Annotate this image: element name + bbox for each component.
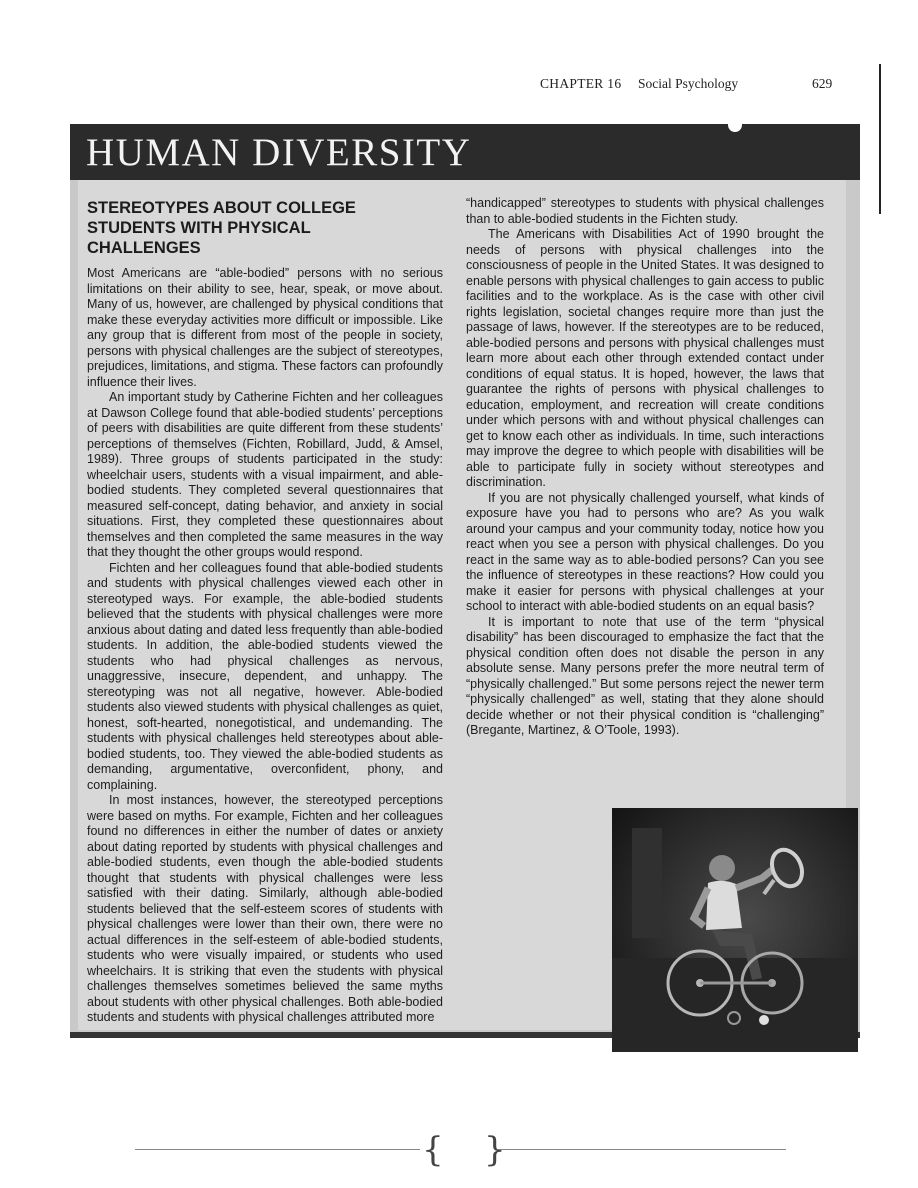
section-title: Social Psychology	[638, 76, 739, 91]
paragraph: If you are not physically challenged yourself, what kinds of exposure have you had to persons who are? As you walk around your campus and your community today, notice how you react when you see a person with physical challenges. Do you react in the same way as to able-bodied persons? Can you see the influence of stereotypes in these reactions? How could you make it easier for persons with physical challenges at your school to interact with able-bodied students on an equal basis?	[466, 490, 824, 613]
paragraph: Fichten and her colleagues found that able-bodied students and students with physical challenges viewed each other in stereotyped ways. For example, the able-bodied students believed that the students with physical challenges were more anxious about dating and dated less frequently than able-bodied students. In addition, the able-bodied students viewed the students who had physical challenges as nervous, unaggressive, insecure, dependent, and unhappy. The stereotyping was not all negative, however. Able-bodied students also viewed students with physical challenges as quiet, honest, soft-hearted, nonegotistical, and undemanding. The students with physical challenges held stereotypes about able-bodied students, too. They viewed the able-bodied students as demanding, argumentative, overconfident, phony, and complaining.	[87, 560, 443, 792]
page-edge-rule	[879, 64, 881, 214]
page-number: 629	[812, 76, 833, 91]
left-column	[87, 198, 443, 1026]
photo-illustration	[612, 808, 858, 1052]
paragraph: The Americans with Disabilities Act of 1990 brought the needs of persons with physical challenges into the consciousness of people in the United States. It was designed to enable persons with physical challenges to gain access to public facilities and to the workplace. As is the case with other civil rights legislation, societal changes require more than just the passage of laws, however. If the stereotypes are to be reduced, able-bodied persons and persons with physical challenges must learn more about each other through extended contact under conditions of equal status. It is hoped, however, the laws that guarantee the rights of persons with physical challenges to education, employment, and recreation will create conditions under which persons with and without physical challenges can get to know each other as individuals. In time, such interactions may improve the degree to which people with disabilities will be able to participate fully in society without stereotypes and discrimination.	[466, 227, 824, 489]
footer-right-brace: }	[484, 1130, 506, 1170]
banner-notch	[728, 124, 742, 132]
banner	[70, 124, 860, 180]
footer-rule	[498, 1149, 786, 1150]
banner-title: HUMAN DIVERSITY	[86, 131, 472, 174]
paragraph: An important study by Catherine Fichten and her colleagues at Dawson College found that able-bodied students’ perceptions of peers with disabilities are quite different from these students’ perceptions of themselves (Fichten, Robillard, Judd, & Amsel, 1989). Three groups of students participated in the study: wheelchair users, students with a visual impairment, and able-bodied students. They completed several questionnaires that measured self-concept, dating behavior, and anxiety in social situations. First, they completed these questionnaires about themselves and then completed the same measures in the way that they thought the other groups would respond.	[87, 390, 443, 559]
paragraph: It is important to note that use of the term “physical disability” has been discouraged to emphasize the fact that the physical condition often does not disable the person in any absolute sense. Many persons prefer the more neutral term of “physically challenged.” But some persons reject the newer term “physically challenged” as well, stating that they alone should decide whether or not their physical condition is “challenging” (Bregante, Martinez, & O’Toole, 1993).	[466, 614, 824, 737]
chapter-label: CHAPTER 16	[540, 76, 622, 91]
footer-rule	[135, 1149, 420, 1150]
paragraph: Most Americans are “able-bodied” persons with no serious limitations on their ability to see, hear, speak, or move about. Many of us, however, are challenged by physical conditions that make these everyday activities more difficult or impossible. Like any group that is different from most of the people in society, persons with physical challenges are the subject of stereotypes, prejudices, limitations, and stigma. These factors can profoundly influence their lives.	[87, 266, 443, 389]
article-heading: STEREOTYPES ABOUT COLLEGE STUDENTS WITH PHYSICAL CHALLENGES	[87, 199, 356, 257]
paragraph: In most instances, however, the stereotyped perceptions were based on myths. For example, Fichten and her colleagues found no differences in either the number of dates or anxiety about dating reported by students with physical challenges and able-bodied students, even though the able-bodied students thought that students with physical challenges were less satisfied with their dating. Similarly, although able-bodied students believed that the self-esteem scores of students with physical challenges were lower than their own, there were no actual differences in the self-esteem of able-bodied students, students who were visually impaired, or students who used wheelchairs. It is striking that even the students with physical challenges themselves sometimes believed the same myths about students with other physical challenges. Both able-bodied students and students with physical challenges attributed more	[87, 793, 443, 1024]
footer-left-brace: {	[422, 1130, 444, 1170]
wheelchair-tennis-photo	[612, 808, 858, 1052]
right-column	[466, 196, 824, 739]
paragraph: “handicapped” stereotypes to students with physical challenges than to able-bodied students in the Fichten study.	[466, 196, 824, 226]
